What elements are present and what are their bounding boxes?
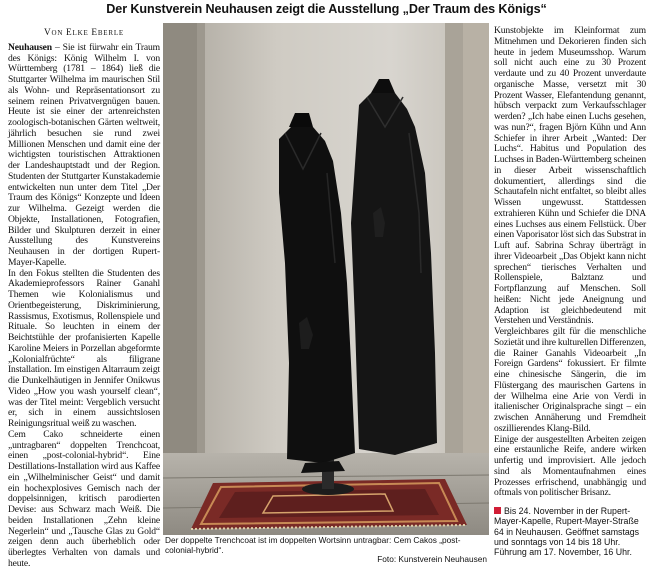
paragraph-5: Vergleichbares gilt für die menschliche Sozietät und ihre kulturellen Differenzen, die Rainer Ganahls Videoarbeit „In Foreign Gardens“ fokussiert. Er filmte eine chinesische Sängerin, die im Flüstergang des maurischen Gartens in der Wilhelma eine Arie von Verdi in italienischer Originalsprache singt – ein zwischen Annäherung und Fremdheit oszillierendes Klang-Bild. — [494, 326, 646, 434]
paragraph-1 — [8, 43, 160, 269]
paragraph-3: Cem Cako schneiderte einen „untragbaren“ doppelten Trenchcoat, einen „post-colonial-hybrid“. Eine Destillations-Installation wird aus Kaffee ein „Wilhelminischer Geist“ und damit ein hochexplosives Gemisch nach der doppelsinnigen, kritisch parodierten Devise: aus Schwarz mach Weiß. Die beiden Installationen „Zehn kleine Negerlein“ und „Tausche Glas zu Gold“ zeigen denn auch überheblich oder überlegtes Verhalten von damals und heute. — [8, 428, 160, 569]
article-left-column — [8, 28, 160, 570]
paragraph-2: In den Fokus stellten die Studenten des Akademieprofessors Rainer Ganahl Themen wie Kolonialismus und Orientbegeisterung, Diskriminierung, Rassismus, Exotismus, Rollenspiele und Rituale. So leuchten in einem der Beichtstühle der profanisierten Kapelle Karoline Meiers in Porzellan abgeformte „Kolonialfrüchte“ als filigrane Installation. Im einstigen Altarraum zeigt die Dunkelhäutigen in Jennifer Onikwus Video „How you wash yourself clean“, was der Titel meint: Vergeblich versucht er, sich in einem aussichtslosen Reinigungsritual weiß zu waschen. — [8, 267, 160, 429]
byline: Von Elke Eberle — [43, 28, 124, 38]
caption-text: Der doppelte Trenchcoat ist im doppelten Wortsinn untragbar: Cem Cakos „post-colonial-hybrid“. — [165, 535, 461, 555]
trenchcoat-photo-illustration — [163, 23, 489, 535]
photo-credit: Foto: Kunstverein Neuhausen — [377, 554, 487, 565]
paragraph-1-text: – Sie ist fürwahr ein Traum des Königs: König Wilhelm I. von Württemberg (1781 – 1864) ließ die Stuttgarter Wilhelma im maurischen Stil als Wohn- und Repräsentationsort zu seinem reinen Privatvergnügen bauen. Heute ist sie einer der artenreichsten zoologisch-botanischen Gärten weltweit, jährlich besuchen sie rund zwei Millionen Menschen und damit eine der wichtigsten touristischen Attraktionen der Landeshauptstadt und der Region. Studenten der Stuttgarter Kunstakademie entwickelten nun unter dem Titel „Der Traum des Königs“ Konzepte und Ideen zur Wilhelma. Gezeigt werden die Objekte, Installationen, Fotografien, Bilder und Skulpturen derzeit in einer Ausstellung des Kunstvereins Neuhausen in der dortigen Rupert-Mayer-Kapelle. — [8, 41, 160, 268]
lead-word: Neuhausen — [8, 41, 52, 53]
article-headline: Der Kunstverein Neuhausen zeigt die Ausstellung „Der Traum des Königs“ — [106, 2, 547, 16]
photo-caption — [165, 536, 487, 565]
paragraph-4: Kunstobjekte im Kleinformat zum Mitnehmen und Dekorieren finden sich heute in jedem Museumsshop. Warum soll nicht auch eine zu 30 Prozent verdaute und zu 40 Prozent unverdaute organische Masse, versetzt mit 30 Prozent Wasser, Elefantendung genannt, hübsch verpackt zum Verkaufsschlager werden? „Ich habe einen Luchs gesehen, was nun?“, fragen Björn Kühn und Ann Schiefer in ihrer Arbeit „Wanted: Der Luchs“. Habitus und Population des Luchses in Baden-Württemberg scheinen in dieser Arbeit wissenschaftlich dokumentiert, allerdings sind die Schautafeln nicht entfaltet, so bleibt alles Wissen ungewusst. Stattdessen extrahieren Kühn und Schiefer die DNA eines Luchses aus einem Fellstück. Über einen Vaporisator löst sich das Substrat in Luft auf. Sabrina Schray überträgt in ihrer Videoarbeit „Das Objekt kann nicht sprechen“ tierisches Verhalten und Rollenspiele, Balztanz und Fortpflanzung auf Menschen. Soll heißen: Nicht jede Aneignung und Adaption ist gleichbedeutend mit Verstehen und Verständnis. — [494, 25, 646, 327]
exhibition-photo — [163, 23, 489, 535]
article-right-column — [494, 26, 646, 499]
info-note-text: Bis 24. November in der Rupert-Mayer-Kapelle, Rupert-Mayer-Straße 64 in Neuhausen. Geöffnet samstags und sonntags von 14 bis 18 Uhr. Führung am 17. November, 16 Uhr. — [494, 506, 640, 558]
info-square-icon — [494, 507, 501, 514]
paragraph-6: Einige der ausgestellten Arbeiten zeigen eine erstaunliche Reife, andere wirken unfertig und improvisiert. Alle jedoch sind als Momentaufnahmen eines Prozesses erfrischend, unabhängig und oftmals von politischer Brisanz. — [494, 433, 646, 499]
info-note — [494, 506, 646, 557]
